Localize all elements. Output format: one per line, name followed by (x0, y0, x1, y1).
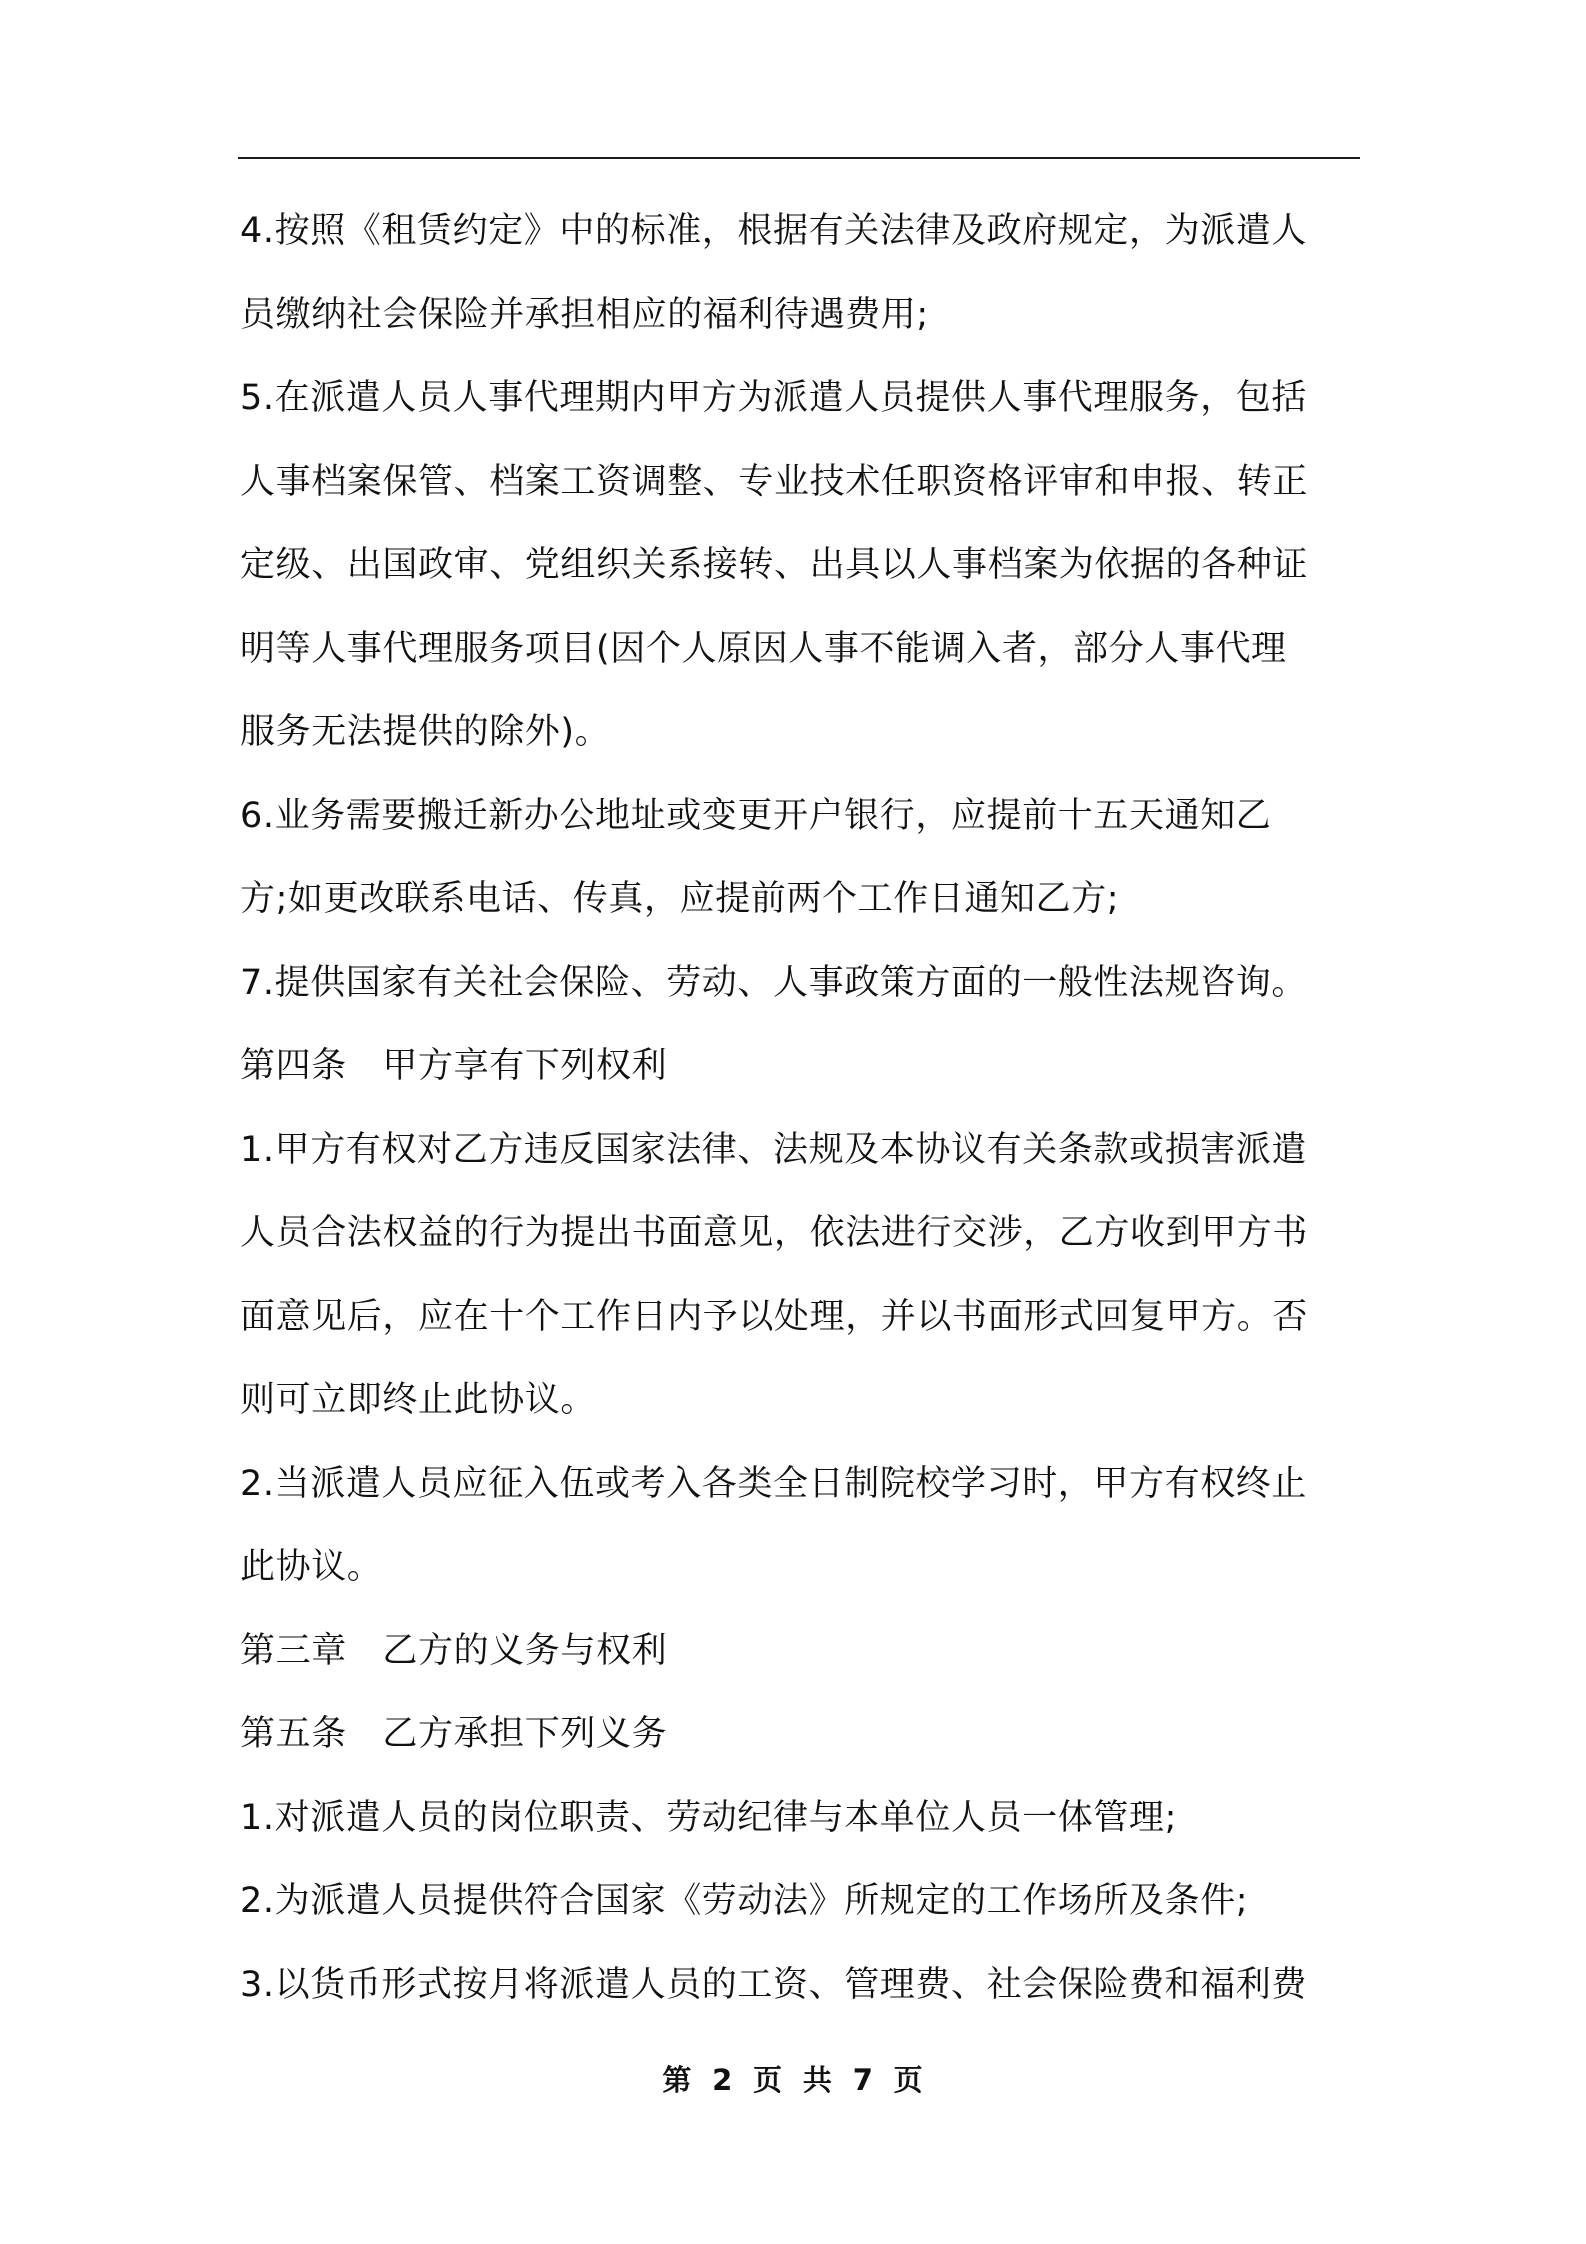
section-heading: 第五条 乙方承担下列义务 (240, 1714, 668, 1754)
text-line: 2.为派遣人员提供符合国家《劳动法》所规定的工作场所及条件; (240, 1881, 1249, 1921)
section-heading: 第四条 甲方享有下列权利 (240, 1046, 668, 1086)
text-line: 人员合法权益的行为提出书面意见，依法进行交涉，乙方收到甲方书 (240, 1213, 1309, 1253)
text-line: 员缴纳社会保险并承担相应的福利待遇费用; (240, 294, 929, 335)
text-line: 5.在派遣人员人事代理期内甲方为派遣人员提供人事代理服务，包括 (240, 378, 1307, 418)
text-line: 1.对派遣人员的岗位职责、劳动纪律与本单位人员一体管理; (240, 1797, 1177, 1838)
text-line: 6.业务需要搬迁新办公地址或变更开户银行，应提前十五天通知乙 (240, 795, 1272, 836)
text-line: 明等人事代理服务项目(因个人原因人事不能调入者，部分人事代理 (240, 628, 1287, 669)
text-line: 此协议。 (240, 1547, 383, 1587)
document-body (240, 190, 1360, 2027)
text-line: 人事档案保管、档案工资调整、专业技术任职资格评审和申报、转正 (240, 461, 1309, 502)
text-line: 1.甲方有权对乙方违反国家法律、法规及本协议有关条款或损害派遣 (240, 1129, 1307, 1170)
header-rule (238, 157, 1360, 159)
text-line: 服务无法提供的除外)。 (240, 712, 611, 752)
text-line: 2.当派遣人员应征入伍或考入各类全日制院校学习时，甲方有权终止 (240, 1463, 1307, 1504)
text-line: 面意见后，应在十个工作日内予以处理，并以书面形式回复甲方。否 (240, 1296, 1309, 1337)
page-number: 第 2 页 共 7 页 (662, 2063, 924, 2097)
chapter-heading: 第三章 乙方的义务与权利 (240, 1630, 668, 1671)
text-line: 3.以货币形式按月将派遣人员的工资、管理费、社会保险费和福利费 (240, 1964, 1307, 2005)
text-line: 则可立即终止此协议。 (240, 1380, 597, 1420)
text-line: 方;如更改联系电话、传真，应提前两个工作日通知乙方; (240, 879, 1120, 919)
text-line: 7.提供国家有关社会保险、劳动、人事政策方面的一般性法规咨询。 (240, 962, 1307, 1003)
text-line: 定级、出国政审、党组织关系接转、出具以人事档案为依据的各种证 (240, 545, 1309, 585)
text-line: 4.按照《租赁约定》中的标准，根据有关法律及政府规定，为派遣人 (240, 211, 1307, 251)
